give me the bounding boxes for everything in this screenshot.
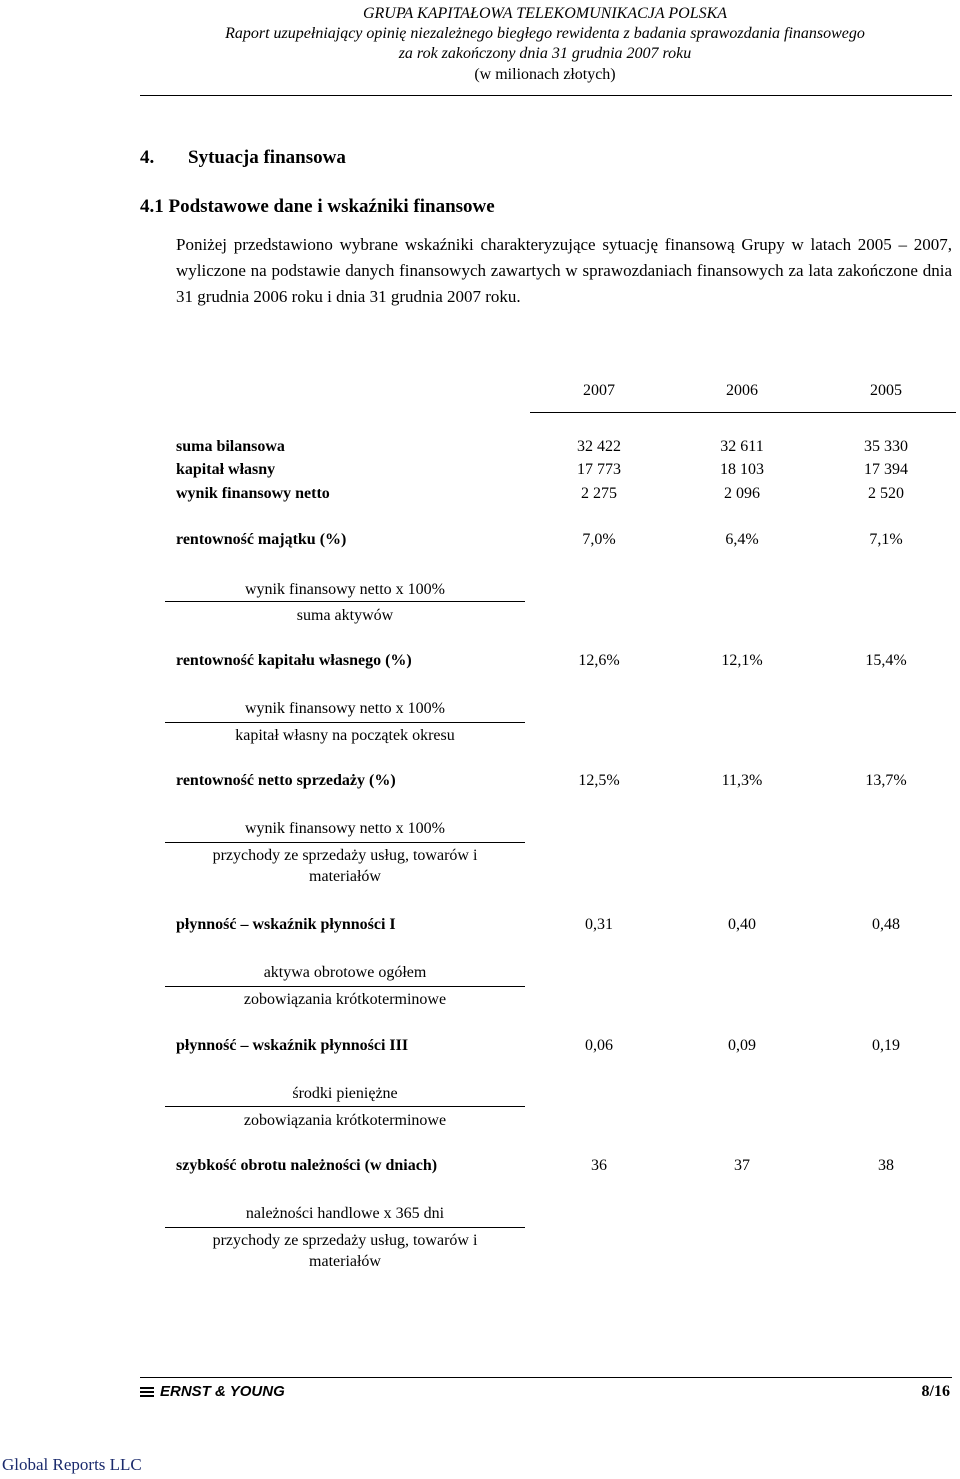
page-number: 8/16 — [921, 1383, 950, 1400]
subsection-heading: 4.1 Podstawowe dane i wskaźniki finansowe — [140, 196, 495, 217]
year-header-2006: 2006 — [726, 382, 758, 399]
formula-fraction-line — [165, 722, 525, 723]
formula-numerator: wynik finansowy netto x 100% — [245, 700, 445, 717]
logo-text: ERNST & YOUNG — [160, 1383, 285, 1400]
logo-bars-icon — [140, 1387, 154, 1397]
formula-fraction-line — [165, 1106, 525, 1107]
row-value-2007: 0,31 — [585, 916, 613, 933]
row-value-2006: 0,09 — [728, 1037, 756, 1054]
row-value-2006: 11,3% — [721, 772, 763, 789]
row-value-2007: 12,5% — [578, 772, 620, 789]
row-label-wynik-finansowy-netto: wynik finansowy netto — [176, 485, 330, 502]
row-value-2005: 13,7% — [865, 772, 907, 789]
formula-denominator: zobowiązania krótkoterminowe — [243, 991, 447, 1008]
row-value-2005: 7,1% — [869, 531, 903, 548]
formula-denominator: zobowiązania krótkoterminowe — [243, 1112, 447, 1129]
formula-numerator: aktywa obrotowe ogółem — [263, 964, 427, 981]
row-value-2006: 2 096 — [724, 485, 760, 502]
row-value-2007: 7,0% — [582, 531, 616, 548]
row-value-2007: 0,06 — [585, 1037, 613, 1054]
row-value-2005: 0,48 — [872, 916, 900, 933]
formula-fraction-line — [165, 842, 525, 843]
header-units: (w milionach złotych) — [474, 66, 616, 83]
formula-fraction-line — [165, 601, 525, 602]
row-value-2005: 17 394 — [864, 461, 908, 478]
formula-denominator: suma aktywów — [296, 607, 394, 624]
row-value-2007: 12,6% — [578, 652, 620, 669]
section-heading — [140, 147, 346, 169]
section-title: Sytuacja finansowa — [188, 147, 346, 168]
year-header-2007: 2007 — [583, 382, 615, 399]
year-header-divider — [530, 412, 956, 413]
row-value-2005: 2 520 — [868, 485, 904, 502]
row-value-2007: 32 422 — [577, 438, 621, 455]
row-value-2005: 35 330 — [864, 438, 908, 455]
intro-paragraph: Poniżej przedstawiono wybrane wskaźniki charakteryzujące sytuację finansową Grupy w latach 2005 – 2007, wyliczone na podstawie danych finansowych zawartych w sprawozdaniach finansowych za lata zakończone dnia 31 grudnia 2006 roku i dnia 31 grudnia 2007 roku. — [176, 235, 952, 306]
formula-numerator: wynik finansowy netto x 100% — [245, 820, 445, 837]
row-value-2006: 0,40 — [728, 916, 756, 933]
row-value-2006: 32 611 — [720, 438, 764, 455]
section-number: 4. — [140, 147, 155, 168]
header-company: GRUPA KAPITAŁOWA TELEKOMUNIKACJA POLSKA — [362, 5, 728, 22]
ernst-young-logo — [140, 1383, 285, 1400]
row-value-2006: 18 103 — [720, 461, 764, 478]
row-value-2005: 0,19 — [872, 1037, 900, 1054]
formula-denominator: przychody ze sprzedaży usług, towarów i materiałów — [212, 1232, 478, 1270]
watermark: Global Reports LLC — [2, 1455, 142, 1474]
formula-numerator: środki pieniężne — [292, 1085, 398, 1102]
row-value-2006: 12,1% — [721, 652, 763, 669]
row-value-2006: 6,4% — [725, 531, 759, 548]
formula-denominator: kapitał własny na początek okresu — [235, 727, 455, 744]
formula-fraction-line — [165, 986, 525, 987]
formula-denominator: przychody ze sprzedaży usług, towarów i materiałów — [212, 847, 478, 885]
row-label-plynnosc-iii: płynność – wskaźnik płynności III — [176, 1037, 409, 1054]
formula-numerator: wynik finansowy netto x 100% — [245, 581, 445, 598]
header-period: za rok zakończony dnia 31 grudnia 2007 roku — [398, 45, 692, 62]
row-value-2007: 17 773 — [577, 461, 621, 478]
row-value-2005: 38 — [878, 1157, 894, 1174]
header-report: Raport uzupełniający opinię niezależnego biegłego rewidenta z badania sprawozdania finansowego — [225, 25, 865, 42]
row-label-plynnosc-i: płynność – wskaźnik płynności I — [176, 916, 396, 933]
row-value-2005: 15,4% — [865, 652, 907, 669]
formula-numerator: należności handlowe x 365 dni — [245, 1205, 445, 1222]
row-value-2007: 36 — [591, 1157, 607, 1174]
row-label-szybkosc-obrotu-naleznosci: szybkość obrotu należności (w dniach) — [176, 1157, 438, 1174]
row-label-kapital-wlasny: kapitał własny — [176, 461, 276, 478]
year-header-2005: 2005 — [870, 382, 902, 399]
row-label-rentownosc-majatku: rentowność majątku (%) — [176, 531, 347, 548]
row-label-suma-bilansowa: suma bilansowa — [176, 438, 285, 455]
row-value-2006: 37 — [734, 1157, 750, 1174]
header-divider — [140, 95, 952, 96]
row-value-2007: 2 275 — [581, 485, 617, 502]
footer-divider — [140, 1377, 952, 1378]
row-label-rentownosc-kapitalu-wlasnego: rentowność kapitału własnego (%) — [176, 652, 412, 669]
row-label-rentownosc-netto-sprzedazy: rentowność netto sprzedaży (%) — [176, 772, 396, 789]
formula-fraction-line — [165, 1227, 525, 1228]
